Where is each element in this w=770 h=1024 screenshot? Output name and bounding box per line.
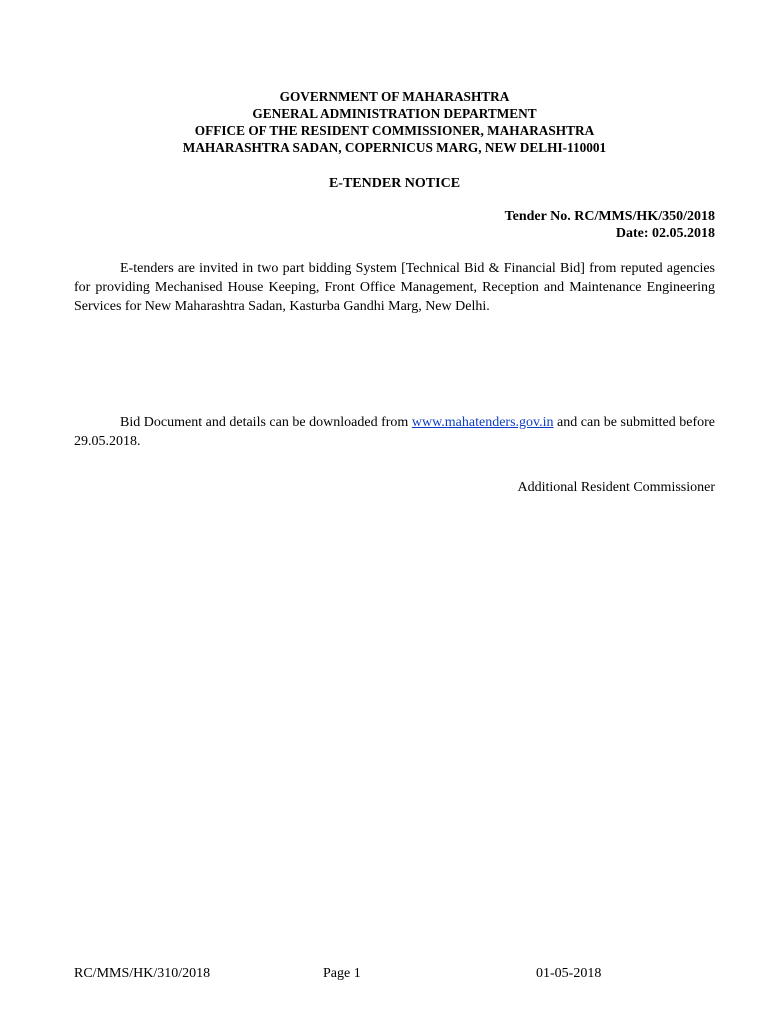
tender-reference <box>505 208 715 242</box>
tender-number: Tender No. RC/MMS/HK/350/2018 <box>504 209 715 224</box>
download-paragraph-deadline: and can be submitted before 29.05.2018. <box>74 415 716 449</box>
tender-date: Date: 02.05.2018 <box>615 226 715 241</box>
footer-page-number: Page 1 <box>323 966 361 981</box>
letterhead-government: GOVERNMENT OF MAHARASHTRA <box>279 89 510 104</box>
letterhead-address: MAHARASHTRA SADAN, COPERNICUS MARG, NEW DELHI-110001 <box>182 140 607 155</box>
download-paragraph <box>74 413 715 451</box>
signatory-designation: Additional Resident Commissioner <box>517 480 715 495</box>
download-paragraph-text: Bid Document and details can be downloaded from <box>120 415 412 430</box>
mahatenders-link[interactable]: www.mahatenders.gov.in <box>411 415 554 430</box>
footer-reference: RC/MMS/HK/310/2018 <box>74 966 211 981</box>
letterhead-office: OFFICE OF THE RESIDENT COMMISSIONER, MAHARASHTRA <box>194 123 595 138</box>
invitation-paragraph: E-tenders are invited in two part bidding System [Technical Bid & Financial Bid] from reputed agencies for providing Mechanised House Keeping, Front Office Management, Reception and Maintenance Engineering Services for New Maharashtra Sadan, Kasturba Gandhi Marg, New Delhi. <box>74 261 715 314</box>
letterhead <box>74 88 715 156</box>
footer-date: 01-05-2018 <box>536 966 602 981</box>
letterhead-department: GENERAL ADMINISTRATION DEPARTMENT <box>252 106 537 121</box>
notice-title: E-TENDER NOTICE <box>328 176 461 191</box>
